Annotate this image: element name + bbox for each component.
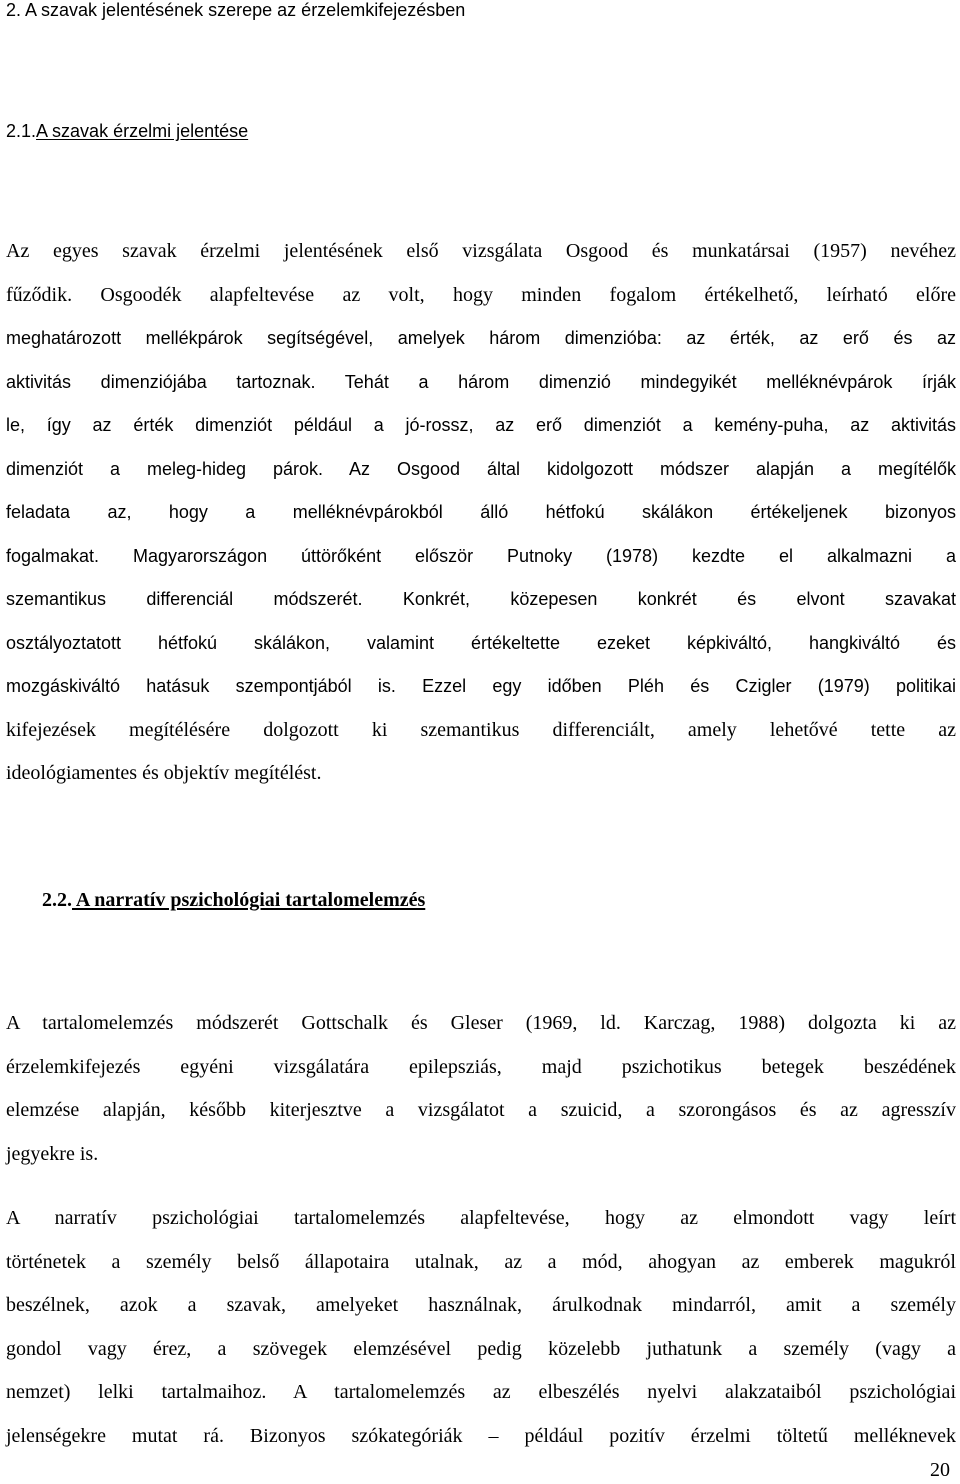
text-line: beszélnek, azok a szavak, amelyeket használnak, árulkodnak mindarról, amit a személy [6, 1294, 956, 1316]
text-line: A tartalomelemzés módszerét Gottschalk és Gleser (1969, ld. Karczag, 1988) dolgozta ki az [6, 1012, 956, 1034]
text-line: érzelemkifejezés egyéni vizsgálatára epilepsziás, majd pszichotikus betegek beszédének [6, 1055, 956, 1078]
paragraph-narrativ [6, 1197, 956, 1458]
text-line: feladata az, hogy a melléknévpárokból álló hétfokú skálákon értékeljenek bizonyos [6, 502, 956, 522]
document-page [6, 0, 956, 1484]
section-heading-2-2 [42, 889, 425, 912]
text-line: nemzet) lelki tartalmaihoz. A tartalomelemzés az elbeszélés nyelvi alakzataiból pszichológiai [6, 1381, 956, 1403]
text-line: dimenziót a meleg-hideg párok. Az Osgood által kidolgozott módszer alapján a megítélők [6, 458, 956, 479]
text-line: ideológiamentes és objektív megítélést. [6, 762, 322, 784]
text-line: gondol vagy érez, a szövegek elemzésével pedig közelebb juthatunk a személy (vagy a [6, 1337, 956, 1360]
text-line: szemantikus differenciál módszerét. Konkrét, közepesen konkrét és elvont szavakat [6, 589, 956, 609]
text-line: aktivitás dimenziójába tartoznak. Tehát a három dimenzió mindegyikét melléknévpárok írják [6, 371, 956, 392]
text-line: fogalmakat. Magyarországon úttörőként először Putnoky (1978) kezdte el alkalmazni a [6, 545, 956, 566]
section-number: 2.1. [6, 121, 37, 141]
section-title: A szavak érzelmi jelentése [36, 121, 249, 141]
paragraph-tartalomelemzes [6, 1002, 956, 1176]
text-line: jelenségekre mutat rá. Bizonyos szókategóriák – például pozitív érzelmi töltetű melléknevek [6, 1424, 956, 1447]
section-title: A narratív pszichológiai tartalomelemzés [72, 889, 426, 911]
text-line: kifejezések megítélésére dolgozott ki szemantikus differenciált, amely lehetővé tette az [6, 718, 956, 741]
text-line: elemzése alapján, később kiterjesztve a vizsgálatot a szuicid, a szorongásos és az agresszív [6, 1099, 956, 1121]
text-line: A narratív pszichológiai tartalomelemzés alapfeltevése, hogy az elmondott vagy leírt [6, 1207, 956, 1229]
chapter-heading: 2. A szavak jelentésének szerepe az érzelemkifejezésben [6, 0, 466, 20]
text-line: le, így az érték dimenziót például a jó-rossz, az erő dimenziót a kemény-puha, az aktivitás [6, 415, 956, 435]
text-line: mozgáskiváltó hatásuk szempontjából is. Ezzel egy időben Pléh és Czigler (1979) politikai [6, 676, 956, 696]
section-number: 2.2. [42, 889, 72, 911]
section-heading-2-1 [6, 121, 248, 142]
text-line: Az egyes szavak érzelmi jelentésének első vizsgálata Osgood és munkatársai (1957) nevéhez [6, 240, 956, 262]
text-line: történetek a személy belső állapotaira utalnak, az a mód, ahogyan az emberek magukról [6, 1250, 956, 1273]
page-number: 20 [930, 1459, 950, 1481]
text-line: meghatározott mellékpárok segítségével, amelyek három dimenzióba: az érték, az erő és az [6, 328, 956, 348]
text-line: osztályoztatott hétfokú skálákon, valamint értékeltette ezeket képkiváltó, hangkiváltó és [6, 632, 956, 653]
paragraph-osgood [6, 230, 956, 796]
text-line: fűződik. Osgoodék alapfeltevése az volt, hogy minden fogalom értékelhető, leírható előre [6, 283, 956, 306]
text-line: jegyekre is. [6, 1142, 99, 1165]
